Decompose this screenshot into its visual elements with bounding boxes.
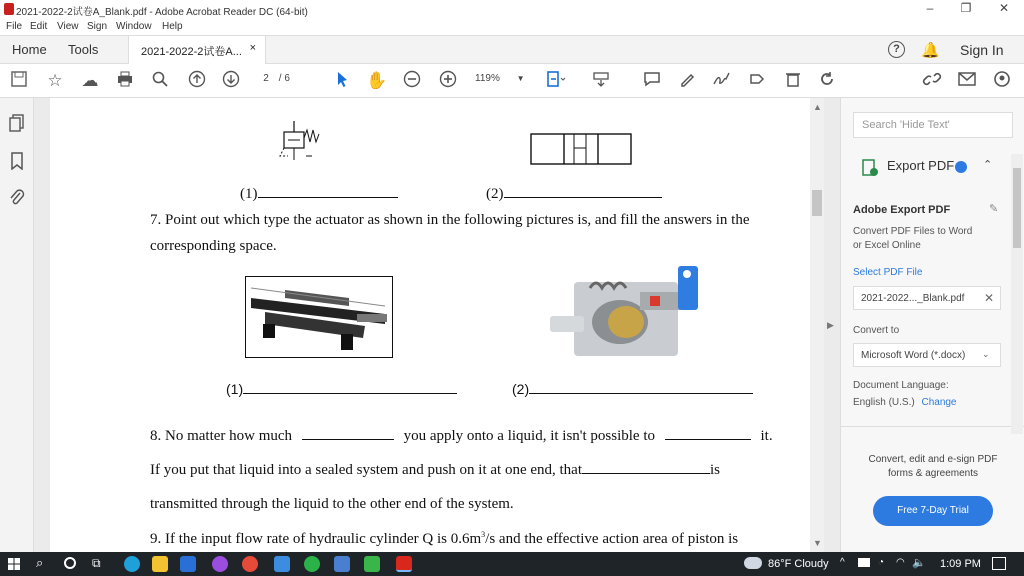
scroll-down-icon[interactable]: ▼ [813, 538, 822, 548]
figure-label-2: (2) [486, 186, 504, 202]
question-7-line-1: 7. Point out which type the actuator as shown in the following pictures is, and fill the answers in the [150, 212, 750, 228]
link-icon[interactable] [921, 70, 943, 92]
photo-label-2: (2) [512, 381, 530, 397]
answer-blank [504, 197, 662, 198]
upload-icon[interactable]: ☁ [81, 71, 99, 90]
comment-icon[interactable]: ✎ [989, 203, 999, 215]
q9-text-b: /s and the effective action area of piston is [485, 531, 739, 547]
account-icon[interactable] [992, 70, 1014, 92]
answer-blank [258, 197, 398, 198]
zoom-out-icon[interactable] [401, 70, 423, 92]
weather-text[interactable]: 86°F Cloudy [768, 558, 829, 570]
help-icon[interactable]: ? [888, 41, 905, 58]
taskbar [0, 552, 1024, 576]
figure-answer-1 [240, 186, 398, 203]
notifications-icon[interactable] [992, 557, 1006, 570]
answer-blank [243, 393, 457, 394]
highlight-icon[interactable] [676, 70, 698, 92]
sign-in-link[interactable]: Sign In [960, 42, 1004, 58]
chevron-down-icon: ⌄ [982, 349, 990, 359]
mail-icon[interactable] [956, 70, 978, 92]
doc-language-row [853, 397, 957, 408]
menu-window[interactable]: Window [116, 21, 152, 32]
sign-icon[interactable] [711, 70, 733, 92]
current-page-input[interactable]: 2 [263, 73, 269, 84]
chrome-icon[interactable] [242, 556, 258, 572]
q9-text-a: 9. If the input flow rate of hydraulic cylinder Q is 0.6m [150, 531, 482, 547]
page-up-icon[interactable] [186, 70, 208, 92]
answer-blank [529, 393, 753, 394]
expand-right-icon[interactable]: ▶ [827, 320, 834, 330]
cloud-icon [744, 557, 762, 569]
chevron-down-icon: ▼ [516, 74, 525, 83]
doc-language-label: Document Language: [853, 380, 949, 391]
page-total: / 6 [278, 73, 290, 84]
hydraulic-motor-photo [550, 266, 700, 362]
acrobat-logo-icon [4, 3, 14, 15]
bookmark-icon[interactable] [8, 152, 26, 170]
window-title: 2021-2022-2试卷A_Blank.pdf - Adobe Acrobat Reader DC (64-bit) [16, 7, 308, 18]
toolbar [0, 64, 1024, 98]
acrobat-taskbar-icon[interactable] [396, 556, 412, 572]
restore-button[interactable]: ❐ [960, 1, 972, 15]
tab-home[interactable]: Home [12, 42, 47, 57]
q8-text-d: If you put that liquid into a sealed system and push on it at one end, that [150, 462, 583, 478]
document-area [34, 98, 840, 552]
search-icon[interactable] [149, 70, 171, 92]
task-view-icon[interactable]: ⧉ [92, 556, 101, 570]
info-icon [955, 161, 967, 173]
hydraulic-valve-symbol [276, 116, 328, 164]
convert-to-label: Convert to [853, 325, 900, 336]
app-icon[interactable] [334, 556, 350, 572]
select-icon[interactable] [331, 70, 353, 92]
export-pdf-icon [861, 159, 879, 180]
select-file-label[interactable]: Select PDF File [853, 267, 923, 278]
figure-answer-2 [486, 186, 662, 203]
edge-icon[interactable] [124, 556, 140, 572]
selected-file-field[interactable] [853, 286, 1001, 310]
tab-document[interactable] [128, 36, 266, 64]
free-trial-button[interactable]: Free 7-Day Trial [873, 496, 993, 526]
search-icon[interactable]: ⌕ [36, 555, 44, 570]
network-icon[interactable]: ◔ [878, 557, 885, 568]
description-line-2: or Excel Online [853, 240, 921, 251]
scroll-thumb[interactable] [812, 190, 822, 216]
minimize-button[interactable]: – [926, 1, 934, 15]
menu-edit[interactable]: Edit [30, 21, 48, 32]
q9-superscript: 3 [481, 530, 486, 539]
description-line-1: Convert PDF Files to Word [853, 226, 973, 237]
chevron-up-icon[interactable]: ⌃ [983, 159, 993, 171]
vertical-scrollbar[interactable] [810, 98, 824, 552]
export-pdf-title[interactable]: Export PDF [887, 158, 955, 173]
fill-sign-icon[interactable] [746, 70, 768, 92]
close-window-button[interactable]: ✕ [998, 1, 1010, 15]
question-8-line-3: transmitted through the liquid to the other end of the system. [150, 496, 514, 512]
right-panel [840, 98, 1024, 552]
question-7-line-2: corresponding space. [150, 238, 277, 254]
close-tab-icon[interactable]: × [249, 42, 256, 54]
title-bar [0, 0, 1024, 19]
pdf-page [50, 98, 810, 552]
promo-line-2: forms & agreements [887, 468, 979, 479]
photo-answer-2 [512, 381, 753, 397]
panel-scrollbar[interactable] [1011, 154, 1023, 434]
tab-tools[interactable]: Tools [68, 42, 99, 57]
page-indicator [256, 73, 290, 84]
star-icon[interactable]: ☆ [47, 71, 63, 90]
delete-icon[interactable] [782, 70, 804, 92]
menu-file[interactable]: File [6, 21, 23, 32]
zoom-in-icon[interactable] [437, 70, 459, 92]
messenger-icon[interactable] [212, 556, 228, 572]
battery-icon[interactable] [858, 558, 870, 567]
zoom-value: 119% [475, 73, 500, 84]
answer-blank [665, 439, 751, 440]
bell-icon[interactable]: 🔔 [921, 42, 940, 59]
directional-valve-symbol [530, 132, 634, 166]
scroll-up-icon[interactable]: ▲ [813, 102, 822, 112]
menu-help[interactable]: Help [162, 21, 183, 32]
menu-bar [0, 19, 1024, 35]
panel-scroll-thumb[interactable] [1013, 168, 1021, 248]
pages-icon[interactable] [8, 114, 26, 132]
mail-app-icon[interactable] [180, 556, 196, 572]
rotate-icon[interactable] [816, 70, 838, 92]
q8-text-c: it. [760, 428, 773, 444]
question-9-line-1 [150, 530, 738, 548]
scroll-icon[interactable] [590, 70, 612, 92]
answer-blank [302, 439, 394, 440]
search-hide-text-input[interactable]: Search 'Hide Text' [853, 112, 1013, 138]
photo-label-1: (1) [226, 381, 244, 397]
photo-answer-1 [226, 381, 457, 397]
file-explorer-icon[interactable] [152, 556, 168, 572]
clear-file-icon[interactable]: ✕ [984, 291, 995, 305]
document-tab-label: 2021-2022-2试卷A... [141, 46, 242, 58]
menu-view[interactable]: View [57, 21, 79, 32]
fit-icon[interactable] [545, 70, 567, 92]
convert-target-select[interactable] [853, 343, 1001, 367]
convert-target-value: Microsoft Word (*.docx) [861, 350, 966, 361]
windows-start-icon[interactable] [8, 558, 20, 573]
question-8-line-2 [150, 462, 720, 479]
tab-row [0, 35, 1024, 64]
hand-icon[interactable]: ✋ [366, 71, 388, 90]
hydraulic-cylinder-photo [245, 276, 393, 358]
cortana-icon[interactable] [64, 557, 76, 569]
save-icon[interactable] [8, 70, 30, 92]
q8-text-e: is [710, 462, 721, 478]
figure-label-1: (1) [240, 186, 258, 202]
whatsapp-icon[interactable] [304, 556, 320, 572]
doc-language-value: English (U.S.) [853, 397, 915, 408]
divider [841, 426, 1024, 427]
photos-icon[interactable] [274, 556, 290, 572]
tray-chevron-icon[interactable]: ^ [840, 557, 845, 568]
zoom-select[interactable] [475, 73, 531, 84]
volume-icon[interactable]: 🔈 [912, 557, 926, 569]
attachment-icon[interactable] [8, 188, 26, 206]
q8-text-b: you apply onto a liquid, it isn't possible to [403, 428, 656, 444]
page-down-icon[interactable] [220, 70, 242, 92]
selected-file-name: 2021-2022..._Blank.pdf [861, 293, 965, 304]
section-title: Adobe Export PDF [853, 204, 951, 216]
wechat-icon[interactable] [364, 556, 380, 572]
q8-text-a: 8. No matter how much [150, 428, 293, 444]
answer-blank [582, 473, 710, 474]
wifi-icon[interactable]: ◠ [896, 557, 905, 568]
promo-line-1: Convert, edit and e-sign PDF [868, 454, 998, 465]
left-rail [0, 98, 34, 552]
question-8-line-1 [150, 428, 773, 445]
menu-sign[interactable]: Sign [87, 21, 108, 32]
clock-time[interactable]: 1:09 PM [940, 558, 981, 570]
print-icon[interactable] [114, 70, 136, 92]
comment-icon[interactable] [641, 70, 663, 92]
change-language-link[interactable]: Change [921, 397, 957, 408]
